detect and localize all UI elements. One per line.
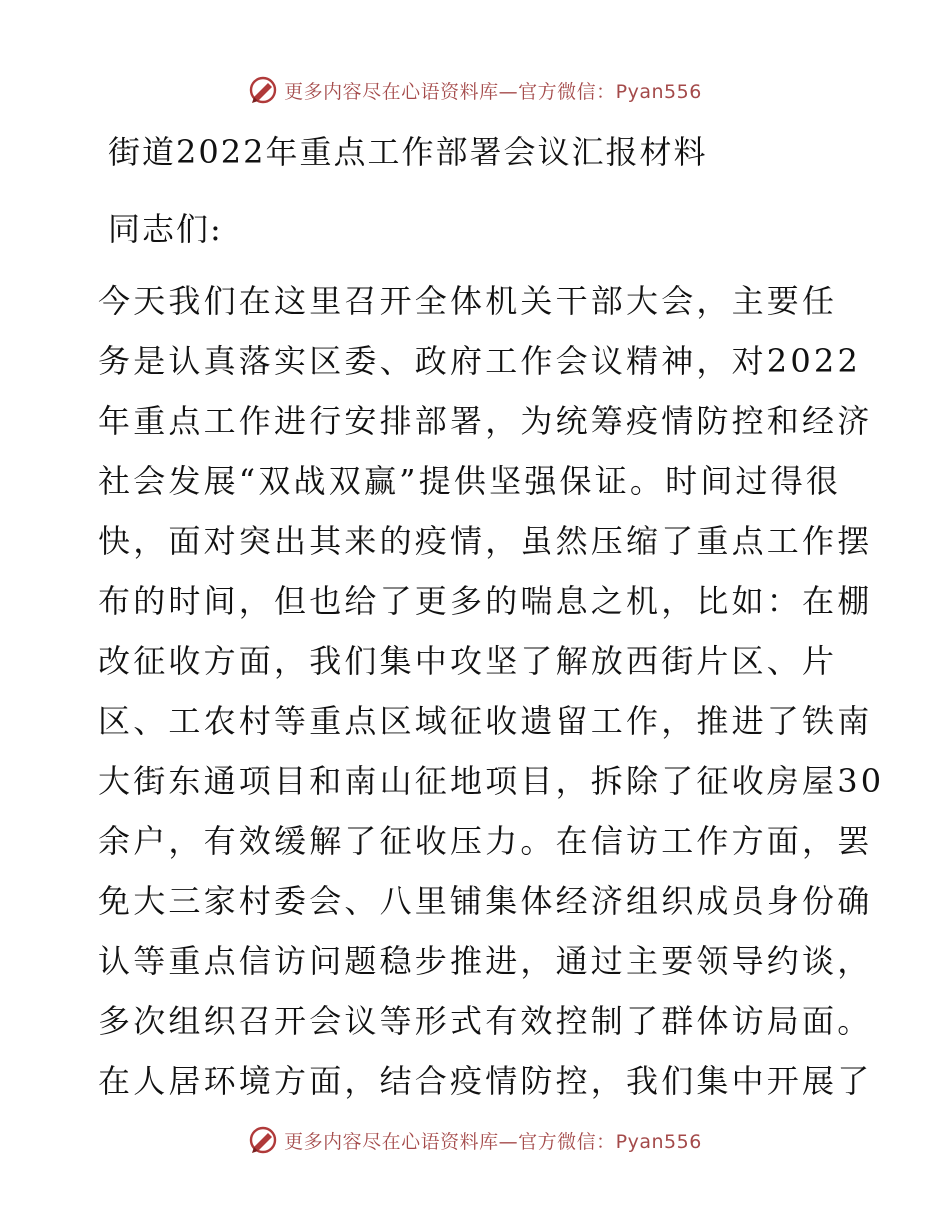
salutation: 同志们: [108, 210, 223, 248]
body-line: 大街东通项目和南山征地项目，拆除了征收房屋30 [98, 762, 885, 800]
body-line: 免大三家村委会、八里铺集体经济组织成员身份确 [98, 882, 873, 920]
body-line: 认等重点信访问题稳步推进，通过主要领导约谈， [98, 942, 873, 980]
body-line: 布的时间，但也给了更多的喘息之机，比如：在棚 [98, 582, 873, 620]
pen-logo-icon [248, 75, 278, 105]
body-line: 社会发展“双战双赢”提供坚强保证。时间过得很 [98, 462, 842, 500]
watermark-text: 更多内容尽在心语资料库—官方微信：Pyan556 [284, 1130, 702, 1153]
document-title: 街道2022年重点工作部署会议汇报材料 [108, 133, 708, 171]
body-line: 多次组织召开会议等形式有效控制了群体访局面。 [98, 1002, 873, 1040]
pen-logo-icon [248, 1125, 278, 1155]
body-line: 在人居环境方面，结合疫情防控，我们集中开展了 [98, 1062, 873, 1100]
body-line: 快，面对突出其来的疫情，虽然压缩了重点工作摆 [98, 522, 873, 560]
body-line: 今天我们在这里召开全体机关干部大会，主要任 [98, 282, 838, 320]
body-line: 余户，有效缓解了征收压力。在信访工作方面，罢 [98, 822, 873, 860]
body-line: 区、工农村等重点区域征收遗留工作，推进了铁南 [98, 702, 873, 740]
body-line: 年重点工作进行安排部署，为统筹疫情防控和经济 [98, 402, 873, 440]
watermark-footer [0, 1120, 950, 1160]
watermark-text: 更多内容尽在心语资料库—官方微信：Pyan556 [284, 80, 702, 103]
watermark-header [0, 70, 950, 110]
body-line: 务是认真落实区委、政府工作会议精神，对2022 [98, 342, 862, 380]
body-line: 改征收方面，我们集中攻坚了解放西街片区、片 [98, 642, 838, 680]
